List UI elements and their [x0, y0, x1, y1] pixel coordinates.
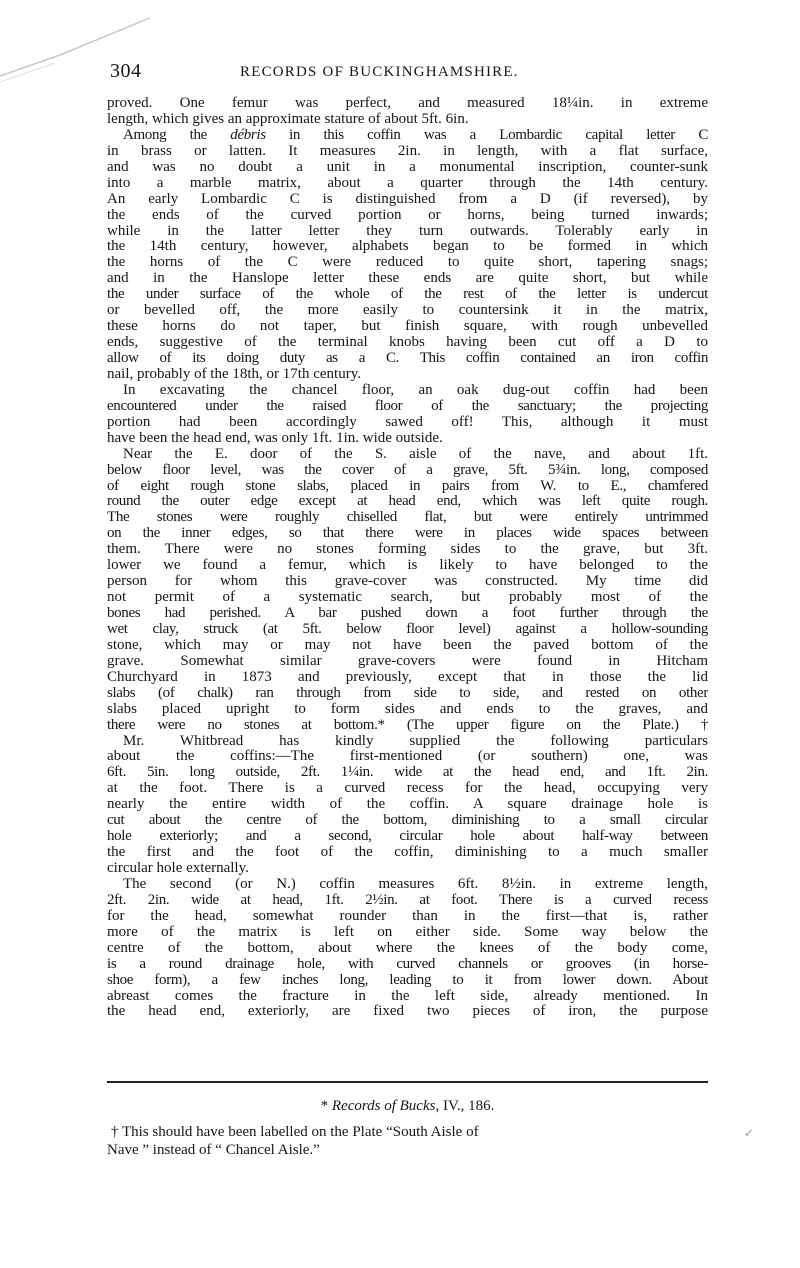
text-line: Mr. Whitbread has kindly supplied the following particulars	[123, 733, 708, 749]
page-number: 304	[110, 60, 142, 82]
text-line: grave. Somewhat similar grave-covers were found in Hitcham	[107, 653, 708, 669]
text-line: ends, suggestive of the terminal knobs having been cut off a D to	[107, 335, 708, 351]
text-line: 2ft. 2in. wide at head, 1ft. 2½in. at foot. There is a curved recess	[107, 892, 708, 908]
body-text	[107, 96, 708, 1020]
text-line: the first and the foot of the coffin, diminishing to a much smaller	[107, 845, 708, 861]
pencil-tick-icon: ✓	[744, 1126, 755, 1140]
footnote-2-line-2: Nave ” instead of “ Chancel Aisle.”	[107, 1142, 320, 1158]
text-line: more of the matrix is left on either side. Some way below the	[107, 924, 708, 940]
text-line: is a round drainage hole, with curved channels or grooves (in horse-	[107, 956, 708, 972]
text-line: in brass or latten. It measures 2in. in length, with a flat surface,	[107, 143, 708, 159]
footnotes	[107, 1097, 708, 1159]
text-line: nail, probably of the 18th, or 17th century.	[107, 366, 361, 382]
text-line: the 14th century, however, alphabets began to be formed in which	[107, 239, 708, 255]
text-line: at the foot. There is a curved recess for the head, occupying very	[107, 781, 708, 797]
text-line: for the head, somewhat rounder than in the first—that is, rather	[107, 908, 708, 924]
text-line: centre of the bottom, about where the knees of the body come,	[107, 940, 708, 956]
text-line: cut about the centre of the bottom, diminishing to a small circular	[107, 813, 708, 829]
text-line: bones had perished. A bar pushed down a foot further through the	[107, 606, 708, 621]
text-line: and in the Hanslope letter these ends are quite short, but while	[107, 271, 708, 287]
running-head: RECORDS OF BUCKINGHAMSHIRE.	[240, 64, 519, 80]
text-line: hole exteriorly; and a second, circular hole about half-way between	[107, 829, 708, 845]
footnote-citation-title: Records of Bucks	[331, 1098, 436, 1114]
footnote-citation-rest: , IV., 186.	[435, 1098, 495, 1114]
text-line: The stones were roughly chiselled flat, but were entirely untrimmed	[107, 510, 708, 526]
text-line: abreast comes the fracture in the left side, already mentioned. In	[107, 988, 708, 1004]
text-line: Among the débris in this coffin was a Lombardic capital letter C	[123, 127, 708, 143]
text-line: of eight rough stone slabs, placed in pairs from W. to E., chamfered	[107, 478, 708, 494]
footnote-1	[107, 1097, 708, 1115]
text-line: stone, which may or may not have been the paved bottom of the	[107, 637, 708, 653]
text-line: while in the latter letter they turn outwards. Tolerably early in	[107, 223, 708, 239]
text-line: about the coffins:—The first-mentioned (or southern) one, was	[107, 749, 708, 765]
text-line: circular hole externally.	[107, 861, 249, 876]
text-line: 6ft. 5in. long outside, 2ft. 1¼in. wide at the head end, and 1ft. 2in.	[107, 765, 708, 781]
text-line: and was no doubt a unit in a monumental inscription, counter-sunk	[107, 159, 708, 175]
text-line: length, which gives an approximate stature of about 5ft. 6in.	[107, 111, 469, 127]
text-line: encountered under the raised floor of the sanctuary; the projecting	[107, 398, 708, 414]
footnote-2-line-1: † This should have been labelled on the Plate “South Aisle of	[111, 1124, 479, 1140]
text-line: into a marble matrix, about a quarter through the 14th century.	[107, 175, 708, 191]
text-line: the horns of the C were reduced to quite short, tapering snags;	[107, 255, 708, 271]
text-line: on the inner edges, so that there were in places wide spaces between	[107, 526, 708, 542]
text-line: below floor level, was the cover of a grave, 5ft. 5¾in. long, composed	[107, 462, 708, 478]
text-line: have been the head end, was only 1ft. 1in. wide outside.	[107, 430, 443, 446]
text-line: nearly the entire width of the coffin. A square drainage hole is	[107, 797, 708, 813]
text-line: or bevelled off, the more easily to countersink it in the matrix,	[107, 303, 708, 319]
text-line: The second (or N.) coffin measures 6ft. 8½in. in extreme length,	[123, 876, 708, 892]
text-line: not permit of a systematic search, but probably most of the	[107, 590, 708, 606]
text-line: person for whom this grave-cover was constructed. My time did	[107, 574, 708, 590]
text-line: lower we found a femur, which is likely to have belonged to the	[107, 558, 708, 574]
text-line: An early Lombardic C is distinguished from a D (if reversed), by	[107, 191, 708, 207]
text-line: slabs placed upright to form sides and ends to the graves, and	[107, 701, 708, 717]
text-line: them. There were no stones forming sides to the grave, but 3ft.	[107, 542, 708, 558]
text-line: portion had been accordingly sawed off! This, although it must	[107, 414, 708, 430]
text-line: the under surface of the whole of the rest of the letter is undercut	[107, 287, 708, 303]
footnote-divider	[107, 1081, 708, 1083]
page-header	[110, 60, 708, 86]
italic-word: débris	[230, 127, 266, 143]
text-line: these horns do not taper, but finish square, with rough unbevelled	[107, 319, 708, 335]
text-line: Near the E. door of the S. aisle of the nave, and about 1ft.	[123, 446, 708, 462]
text-line: there were no stones at bottom.* (The upper figure on the Plate.) †	[107, 717, 708, 733]
text-line: In excavating the chancel floor, an oak dug-out coffin had been	[123, 382, 708, 398]
text-line: allow of its doing duty as a C. This coffin contained an iron coffin	[107, 351, 708, 366]
text-line: the head end, exteriorly, are fixed two pieces of iron, the purpose	[107, 1004, 708, 1020]
text-line: the ends of the curved portion or horns, being turned inwards;	[107, 207, 708, 223]
text-line: Churchyard in 1873 and previously, except that in those the lid	[107, 669, 708, 685]
footnote-marker: *	[320, 1098, 329, 1114]
text-line: proved. One femur was perfect, and measured 18¼in. in extreme	[107, 96, 708, 111]
text-line: slabs (of chalk) ran through from side to side, and rested on other	[107, 685, 708, 701]
text-line: round the outer edge except at head end, which was left quite rough.	[107, 494, 708, 510]
text-line: wet clay, struck (at 5ft. below floor level) against a hollow-sounding	[107, 621, 708, 637]
text-line: shoe form), a few inches long, leading to it from lower down. About	[107, 972, 708, 988]
